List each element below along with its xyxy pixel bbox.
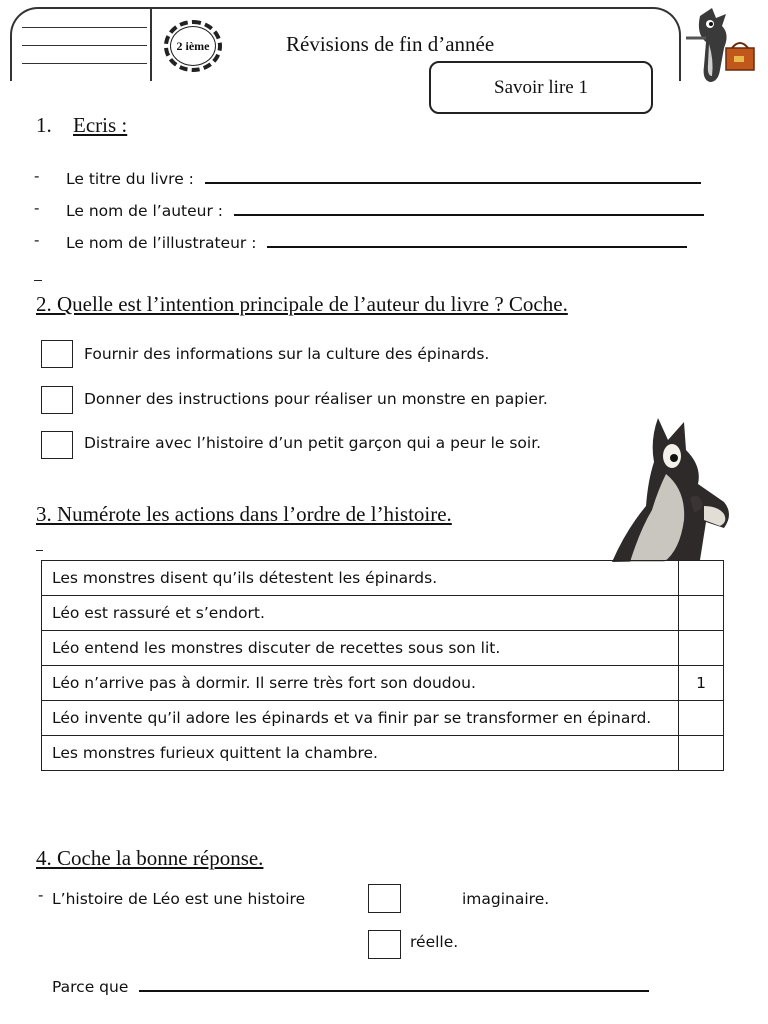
- order-number-cell[interactable]: [679, 596, 724, 631]
- q4-statement: L’histoire de Léo est une histoire: [52, 890, 306, 908]
- illustrator-field-label: Le nom de l’illustrateur :: [66, 234, 257, 252]
- name-line-3: [22, 63, 147, 64]
- order-number-cell[interactable]: [679, 561, 724, 596]
- table-row: [42, 631, 724, 666]
- wolf-illustration: [606, 410, 731, 565]
- order-number-cell[interactable]: 1: [679, 666, 724, 701]
- title-field-label: Le titre du livre :: [66, 170, 194, 188]
- q1-number: 1.: [36, 113, 52, 137]
- q2-title: 2. Quelle est l’intention principale de l’auteur du livre ? Coche.: [36, 292, 568, 316]
- bullet-dash: -: [34, 231, 40, 249]
- action-text: Léo invente qu’il adore les épinards et va finir par se transformer en épinard.: [42, 701, 679, 736]
- reelle-checkbox[interactable]: [368, 930, 401, 959]
- subtitle-text: Savoir lire 1: [494, 76, 588, 98]
- author-answer-line[interactable]: [234, 202, 704, 216]
- q1-title: Ecris :: [73, 113, 128, 137]
- table-row: [42, 666, 724, 701]
- because-answer-line[interactable]: [139, 978, 649, 992]
- option-1-label: Fournir des informations sur la culture des épinards.: [84, 345, 490, 363]
- reelle-label: réelle.: [410, 933, 459, 951]
- actions-table: [41, 560, 724, 771]
- level-badge: [164, 20, 222, 72]
- order-number-cell[interactable]: [679, 736, 724, 771]
- q1-heading: [36, 113, 127, 138]
- illustrator-answer-line[interactable]: [267, 234, 687, 248]
- option-3-checkbox[interactable]: [41, 431, 73, 459]
- action-text: Léo n’arrive pas à dormir. Il serre très fort son doudou.: [42, 666, 679, 701]
- header-divider: [150, 7, 152, 81]
- name-line-1: [22, 27, 147, 28]
- bullet-dash: -: [34, 199, 40, 217]
- action-text: Les monstres disent qu’ils détestent les épinards.: [42, 561, 679, 596]
- title-answer-line[interactable]: [205, 170, 701, 184]
- imaginaire-label: imaginaire.: [462, 890, 550, 908]
- option-3-label: Distraire avec l’histoire d’un petit garçon qui a peur le soir.: [84, 434, 542, 452]
- because-label: Parce que: [52, 978, 129, 996]
- illustrator-field-row: [66, 234, 687, 252]
- order-number-cell[interactable]: [679, 631, 724, 666]
- order-number-cell[interactable]: [679, 701, 724, 736]
- name-line-2: [22, 45, 147, 46]
- bullet-dash: -: [34, 167, 40, 185]
- author-field-row: [66, 202, 704, 220]
- table-row: [42, 561, 724, 596]
- table-row: [42, 736, 724, 771]
- action-text: Les monstres furieux quittent la chambre.: [42, 736, 679, 771]
- imaginaire-checkbox[interactable]: [368, 884, 401, 913]
- action-text: Léo est rassuré et s’endort.: [42, 596, 679, 631]
- option-1-checkbox[interactable]: [41, 340, 73, 368]
- subtitle-box: [429, 61, 653, 114]
- level-badge-text: 2 ième: [176, 38, 210, 53]
- option-2-checkbox[interactable]: [41, 386, 73, 414]
- option-2-label: Donner des instructions pour réaliser un monstre en papier.: [84, 390, 548, 408]
- stray-dash: [36, 550, 43, 551]
- table-row: [42, 701, 724, 736]
- bullet-dash: -: [38, 886, 44, 904]
- q4-title: 4. Coche la bonne réponse.: [36, 846, 264, 870]
- table-row: [42, 596, 724, 631]
- wolf-toolbox-icon: [682, 4, 762, 86]
- stray-dash: [34, 280, 42, 281]
- title-field-row: [66, 170, 701, 188]
- action-text: Léo entend les monstres discuter de recettes sous son lit.: [42, 631, 679, 666]
- page-title: Révisions de fin d’année: [286, 32, 495, 56]
- q3-title: 3. Numérote les actions dans l’ordre de l’histoire.: [36, 502, 452, 526]
- author-field-label: Le nom de l’auteur :: [66, 202, 223, 220]
- because-row: [52, 978, 649, 996]
